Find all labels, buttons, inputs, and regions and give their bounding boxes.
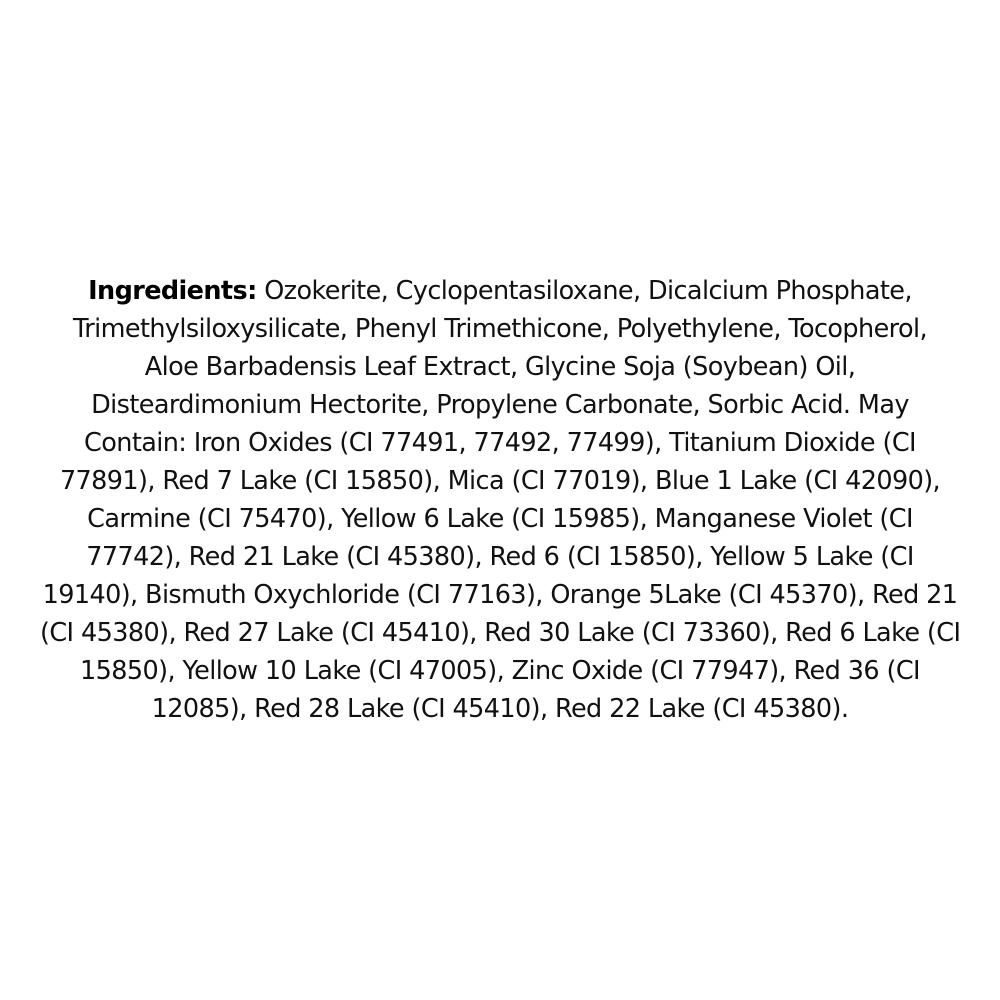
ingredients-text-block (40, 272, 960, 728)
ingredients-line-6: 77891), Red 7 Lake (CI 15850), Mica (CI 77019), Blue 1 Lake (CI 42090), (59, 466, 941, 496)
ingredients-line-9: 19140), Bismuth Oxychloride (CI 77163), Orange 5Lake (CI 45370), Red 21 (42, 580, 958, 610)
ingredients-line-5: Contain: Iron Oxides (CI 77491, 77492, 77499), Titanium Dioxide (CI (84, 428, 916, 458)
ingredients-line-8: 77742), Red 21 Lake (CI 45380), Red 6 (CI 15850), Yellow 5 Lake (CI (86, 542, 914, 572)
ingredients-line-10: (CI 45380), Red 27 Lake (CI 45410), Red 30 Lake (CI 73360), Red 6 Lake (CI (40, 618, 961, 648)
ingredients-line-11: 15850), Yellow 10 Lake (CI 47005), Zinc Oxide (CI 77947), Red 36 (CI (80, 656, 920, 686)
ingredients-label: Ingredients: (88, 276, 257, 306)
ingredients-line-1 (40, 272, 960, 310)
ingredients-line-1-text: Ozokerite, Cyclopentasiloxane, Dicalcium Phosphate, (256, 276, 912, 306)
ingredients-line-2: Trimethylsiloxysilicate, Phenyl Trimethicone, Polyethylene, Tocopherol, (73, 314, 927, 344)
ingredients-line-3: Aloe Barbadensis Leaf Extract, Glycine Soja (Soybean) Oil, (144, 352, 856, 382)
ingredients-line-12: 12085), Red 28 Lake (CI 45410), Red 22 Lake (CI 45380). (151, 694, 849, 724)
ingredients-line-7: Carmine (CI 75470), Yellow 6 Lake (CI 15985), Manganese Violet (CI (87, 504, 913, 534)
ingredients-line-4: Disteardimonium Hectorite, Propylene Carbonate, Sorbic Acid. May (91, 390, 909, 420)
